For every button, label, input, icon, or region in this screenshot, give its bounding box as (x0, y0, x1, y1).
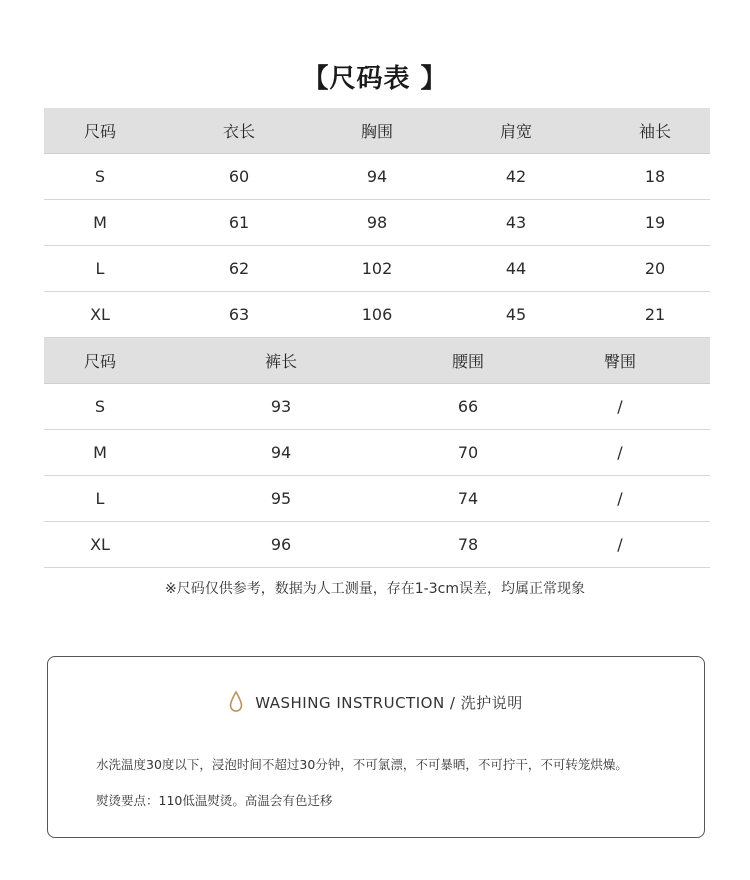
table-cell: 63 (156, 292, 322, 338)
table-cell: 94 (322, 154, 432, 200)
ironing-instruction-line: 熨烫要点：110低温熨烫。高温会有色迁移 (96, 793, 333, 808)
table-cell: 78 (406, 522, 530, 568)
table-cell: 45 (432, 292, 600, 338)
header-chest: 胸围 (322, 108, 432, 154)
table-cell: 19 (600, 200, 710, 246)
table-cell: / (530, 522, 710, 568)
washing-instruction-line: 水洗温度30度以下，浸泡时间不超过30分钟，不可氯漂，不可暴晒，不可拧干，不可转笼烘燥。 (96, 757, 628, 772)
table-cell: 95 (156, 476, 406, 522)
table-cell: S (44, 384, 156, 430)
table-row (44, 430, 710, 476)
table-cell: / (530, 476, 710, 522)
table-cell: 42 (432, 154, 600, 200)
header-size: 尺码 (44, 108, 156, 154)
table-cell: XL (44, 522, 156, 568)
table-cell: 66 (406, 384, 530, 430)
table-cell: 70 (406, 430, 530, 476)
top-size-table (44, 108, 710, 338)
table-cell: 44 (432, 246, 600, 292)
table-row (44, 384, 710, 430)
table-header-row (44, 338, 710, 384)
header-hip: 臀围 (530, 338, 710, 384)
washing-heading-row (48, 691, 704, 713)
water-drop-icon (229, 691, 243, 713)
table-cell: XL (44, 292, 156, 338)
table-cell: 43 (432, 200, 600, 246)
table-row (44, 246, 710, 292)
table-cell: 94 (156, 430, 406, 476)
size-note: ※尺码仅供参考，数据为人工测量，存在1-3cm误差，均属正常现象 (165, 581, 585, 597)
table-cell: 62 (156, 246, 322, 292)
header-waist: 腰围 (406, 338, 530, 384)
table-cell: 96 (156, 522, 406, 568)
washing-instruction-box (47, 656, 705, 838)
table-row (44, 522, 710, 568)
table-cell: L (44, 476, 156, 522)
table-cell: 60 (156, 154, 322, 200)
table-cell: 74 (406, 476, 530, 522)
table-row (44, 476, 710, 522)
table-cell: 93 (156, 384, 406, 430)
washing-heading: WASHING INSTRUCTION / 洗护说明 (255, 693, 523, 712)
header-sleeve: 袖长 (600, 108, 710, 154)
table-header-row (44, 108, 710, 154)
header-length: 衣长 (156, 108, 322, 154)
table-cell: L (44, 246, 156, 292)
table-cell: 61 (156, 200, 322, 246)
table-row (44, 292, 710, 338)
header-pants-length: 裤长 (156, 338, 406, 384)
table-row (44, 154, 710, 200)
table-row (44, 200, 710, 246)
table-cell: / (530, 430, 710, 476)
table-cell: 98 (322, 200, 432, 246)
table-cell: M (44, 430, 156, 476)
bottom-size-table (44, 338, 710, 568)
table-cell: 106 (322, 292, 432, 338)
table-cell: 21 (600, 292, 710, 338)
table-cell: 20 (600, 246, 710, 292)
header-shoulder: 肩宽 (432, 108, 600, 154)
table-cell: M (44, 200, 156, 246)
table-cell: / (530, 384, 710, 430)
header-size: 尺码 (44, 338, 156, 384)
table-cell: S (44, 154, 156, 200)
table-cell: 102 (322, 246, 432, 292)
page-title: 【尺码表 】 (302, 64, 448, 94)
table-cell: 18 (600, 154, 710, 200)
